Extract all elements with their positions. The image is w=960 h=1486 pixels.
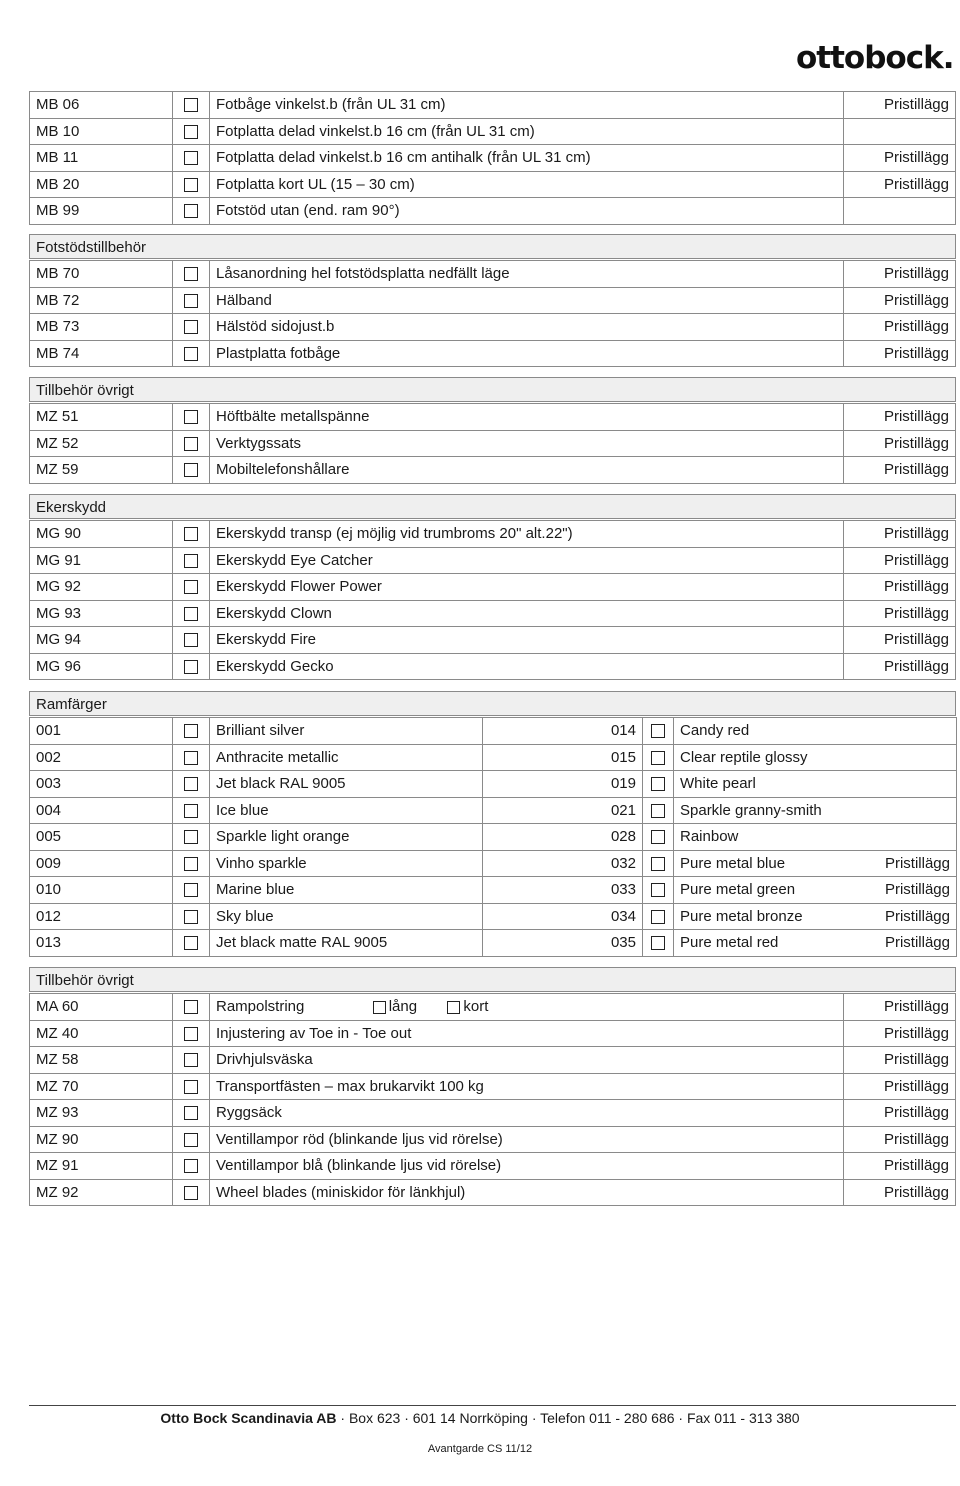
item-code: MG 96 (30, 653, 173, 680)
table-row (30, 430, 956, 457)
other-accessories-table-2 (29, 993, 956, 1206)
price-note (864, 744, 957, 771)
checkbox[interactable] (173, 718, 210, 745)
item-code: MG 92 (30, 574, 173, 601)
item-description: Transportfästen – max brukarvikt 100 kg (210, 1073, 844, 1100)
ottobock-logo: ottobock. (796, 40, 954, 76)
checkbox[interactable] (173, 145, 210, 172)
item-description: Ryggsäck (210, 1100, 844, 1127)
price-note (864, 771, 957, 798)
table-row (30, 340, 956, 367)
color-code: 003 (30, 771, 173, 798)
checkbox[interactable] (643, 744, 674, 771)
frame-colors-table (29, 717, 957, 957)
table-row (30, 771, 957, 798)
table-row (30, 457, 956, 484)
color-code: 009 (30, 850, 173, 877)
section-heading-footrest-accessories: Fotstödstillbehör (29, 234, 956, 259)
checkbox[interactable] (173, 171, 210, 198)
table-row (30, 521, 956, 548)
item-description: Mobiltelefonshållare (210, 457, 844, 484)
ma60-label: Rampolstring (216, 998, 305, 1016)
color-name: Jet black RAL 9005 (210, 771, 483, 798)
color-name: Jet black matte RAL 9005 (210, 930, 483, 957)
item-code: MB 99 (30, 198, 173, 225)
color-name: Candy red (674, 718, 864, 745)
item-code: MB 20 (30, 171, 173, 198)
price-note: Pristillägg (844, 145, 956, 172)
checkbox[interactable] (643, 877, 674, 904)
footer-divider (29, 1405, 956, 1406)
color-name: Anthracite metallic (210, 744, 483, 771)
option-short-label: kort (463, 998, 489, 1016)
item-code: MG 91 (30, 547, 173, 574)
table-row (30, 118, 956, 145)
price-note: Pristillägg (844, 574, 956, 601)
checkbox[interactable] (173, 457, 210, 484)
price-note: Pristillägg (844, 92, 956, 119)
item-description: Plastplatta fotbåge (210, 340, 844, 367)
checkbox[interactable] (173, 404, 210, 431)
checkbox[interactable] (173, 430, 210, 457)
checkbox-square-icon[interactable] (184, 936, 198, 950)
table-row (30, 877, 957, 904)
price-note: Pristillägg (864, 930, 957, 957)
checkbox-square-icon[interactable] (184, 777, 198, 791)
item-code: MZ 70 (30, 1073, 173, 1100)
checkbox-square-icon[interactable] (184, 607, 198, 621)
table-row (30, 145, 956, 172)
item-code: MB 11 (30, 145, 173, 172)
checkbox-square-icon[interactable] (651, 936, 665, 950)
checkbox[interactable] (173, 1073, 210, 1100)
option-short-checkbox[interactable] (447, 1001, 460, 1014)
color-name: Ice blue (210, 797, 483, 824)
checkbox-square-icon[interactable] (184, 580, 198, 594)
footrest-table (29, 91, 956, 225)
color-code: 034 (483, 903, 643, 930)
table-row (30, 198, 956, 225)
color-code: 002 (30, 744, 173, 771)
checkbox-square-icon[interactable] (184, 463, 198, 477)
item-description: Fotplatta delad vinkelst.b 16 cm (från UL 31 cm) (210, 118, 844, 145)
checkbox[interactable] (173, 771, 210, 798)
checkbox[interactable] (173, 92, 210, 119)
price-note: Pristillägg (844, 1047, 956, 1074)
table-row (30, 404, 956, 431)
color-code: 032 (483, 850, 643, 877)
table-row (30, 314, 956, 341)
item-description: Hälstöd sidojust.b (210, 314, 844, 341)
checkbox-square-icon[interactable] (184, 125, 198, 139)
checkbox-square-icon[interactable] (184, 527, 198, 541)
price-note: Pristillägg (844, 404, 956, 431)
color-code: 010 (30, 877, 173, 904)
color-code: 013 (30, 930, 173, 957)
price-note: Pristillägg (844, 547, 956, 574)
checkbox[interactable] (173, 1100, 210, 1127)
item-description: Höftbälte metallspänne (210, 404, 844, 431)
price-note: Pristillägg (844, 1020, 956, 1047)
price-note (864, 797, 957, 824)
checkbox-square-icon[interactable] (184, 347, 198, 361)
item-description: Ekerskydd Flower Power (210, 574, 844, 601)
price-note: Pristillägg (844, 457, 956, 484)
item-code: MG 93 (30, 600, 173, 627)
table-row (30, 930, 957, 957)
table-row (30, 1073, 956, 1100)
item-description: Drivhjulsväska (210, 1047, 844, 1074)
item-description: Låsanordning hel fotstödsplatta nedfällt läge (210, 261, 844, 288)
item-description: Ekerskydd Eye Catcher (210, 547, 844, 574)
color-code: 019 (483, 771, 643, 798)
edition-label: Avantgarde CS 11/12 (427, 1443, 533, 1455)
checkbox[interactable] (173, 1020, 210, 1047)
item-code: MZ 93 (30, 1100, 173, 1127)
price-note: Pristillägg (844, 314, 956, 341)
table-row (30, 824, 957, 851)
item-code: MZ 40 (30, 1020, 173, 1047)
item-code: MG 94 (30, 627, 173, 654)
checkbox-square-icon[interactable] (184, 1106, 198, 1120)
item-code: MB 73 (30, 314, 173, 341)
item-description: Ventillampor röd (blinkande ljus vid rörelse) (210, 1126, 844, 1153)
checkbox-square-icon[interactable] (184, 910, 198, 924)
color-code: 028 (483, 824, 643, 851)
checkbox-square-icon[interactable] (184, 294, 198, 308)
color-code: 035 (483, 930, 643, 957)
checkbox-square-icon[interactable] (651, 910, 665, 924)
checkbox-square-icon[interactable] (184, 1053, 198, 1067)
section-heading-spoke-guards: Ekerskydd (29, 494, 956, 519)
table-row (30, 653, 956, 680)
item-code: MB 70 (30, 261, 173, 288)
checkbox-square-icon[interactable] (651, 724, 665, 738)
checkbox[interactable] (643, 771, 674, 798)
table-row (30, 994, 956, 1021)
table-row (30, 797, 957, 824)
item-code: MB 72 (30, 287, 173, 314)
checkbox-square-icon[interactable] (184, 804, 198, 818)
item-description: Hälband (210, 287, 844, 314)
color-code: 004 (30, 797, 173, 824)
checkbox-square-icon[interactable] (184, 437, 198, 451)
table-row (30, 627, 956, 654)
color-name: Pure metal red (674, 930, 864, 957)
table-row (30, 903, 957, 930)
checkbox[interactable] (643, 930, 674, 957)
checkbox[interactable] (173, 824, 210, 851)
color-code: 014 (483, 718, 643, 745)
checkbox-square-icon[interactable] (184, 857, 198, 871)
color-name: Pure metal green (674, 877, 864, 904)
table-row (30, 1047, 956, 1074)
checkbox[interactable] (173, 314, 210, 341)
table-row (30, 261, 956, 288)
checkbox-square-icon[interactable] (651, 804, 665, 818)
section-heading-frame-colors: Ramfärger (29, 691, 956, 716)
color-name: Clear reptile glossy (674, 744, 864, 771)
checkbox[interactable] (173, 521, 210, 548)
item-description: Fotbåge vinkelst.b (från UL 31 cm) (210, 92, 844, 119)
color-code: 001 (30, 718, 173, 745)
item-description: Ekerskydd Gecko (210, 653, 844, 680)
color-code: 012 (30, 903, 173, 930)
price-note: Pristillägg (844, 521, 956, 548)
color-code: 005 (30, 824, 173, 851)
table-row (30, 600, 956, 627)
checkbox-square-icon[interactable] (184, 204, 198, 218)
checkbox-square-icon[interactable] (184, 1080, 198, 1094)
item-code: MB 06 (30, 92, 173, 119)
checkbox[interactable] (173, 930, 210, 957)
checkbox-square-icon[interactable] (184, 751, 198, 765)
checkbox-square-icon[interactable] (651, 751, 665, 765)
checkbox-square-icon[interactable] (651, 857, 665, 871)
price-note: Pristillägg (844, 1100, 956, 1127)
checkbox-square-icon[interactable] (184, 660, 198, 674)
color-name: Vinho sparkle (210, 850, 483, 877)
checkbox-square-icon[interactable] (184, 410, 198, 424)
table-row (30, 1126, 956, 1153)
price-note: Pristillägg (844, 627, 956, 654)
checkbox-square-icon[interactable] (184, 151, 198, 165)
checkbox[interactable] (173, 653, 210, 680)
checkbox-square-icon[interactable] (184, 1000, 198, 1014)
price-note (864, 718, 957, 745)
table-row (30, 92, 956, 119)
checkbox-square-icon[interactable] (651, 830, 665, 844)
checkbox-square-icon[interactable] (184, 98, 198, 112)
checkbox[interactable] (173, 261, 210, 288)
checkbox[interactable] (643, 718, 674, 745)
checkbox[interactable] (173, 600, 210, 627)
checkbox[interactable] (173, 903, 210, 930)
checkbox[interactable] (643, 850, 674, 877)
section-heading-other-accessories: Tillbehör övrigt (29, 377, 956, 402)
item-description: Injustering av Toe in - Toe out (210, 1020, 844, 1047)
price-note: Pristillägg (844, 261, 956, 288)
checkbox-square-icon[interactable] (184, 1159, 198, 1173)
item-code: MZ 91 (30, 1153, 173, 1180)
color-name: Sky blue (210, 903, 483, 930)
checkbox[interactable] (173, 797, 210, 824)
footer-contact: · Box 623 · 601 14 Norrköping · Telefon 011 - 280 686 · Fax 011 - 313 380 (336, 1410, 800, 1426)
checkbox[interactable] (173, 1126, 210, 1153)
color-name: White pearl (674, 771, 864, 798)
price-note: Pristillägg (864, 877, 957, 904)
price-note: Pristillägg (864, 850, 957, 877)
item-code: MZ 52 (30, 430, 173, 457)
checkbox[interactable] (173, 994, 210, 1021)
footer-address (0, 1410, 960, 1426)
checkbox[interactable] (173, 877, 210, 904)
checkbox-square-icon[interactable] (184, 320, 198, 334)
section-heading-other-accessories-2: Tillbehör övrigt (29, 967, 956, 992)
checkbox-square-icon[interactable] (651, 883, 665, 897)
item-description (210, 994, 844, 1021)
table-row (30, 718, 957, 745)
price-note: Pristillägg (844, 600, 956, 627)
color-name: Marine blue (210, 877, 483, 904)
price-note: Pristillägg (844, 1179, 956, 1206)
color-name: Sparkle light orange (210, 824, 483, 851)
spoke-guards-table (29, 520, 956, 680)
color-name: Pure metal blue (674, 850, 864, 877)
checkbox-square-icon[interactable] (184, 724, 198, 738)
item-description: Fotstöd utan (end. ram 90°) (210, 198, 844, 225)
checkbox-square-icon[interactable] (184, 554, 198, 568)
price-note: Pristillägg (844, 171, 956, 198)
item-description: Ekerskydd Clown (210, 600, 844, 627)
checkbox[interactable] (173, 1179, 210, 1206)
price-note: Pristillägg (844, 994, 956, 1021)
price-note: Pristillägg (864, 903, 957, 930)
checkbox-square-icon[interactable] (184, 1186, 198, 1200)
item-description: Fotplatta delad vinkelst.b 16 cm antihalk (från UL 31 cm) (210, 145, 844, 172)
color-code: 033 (483, 877, 643, 904)
item-code: MZ 59 (30, 457, 173, 484)
item-description: Verktygssats (210, 430, 844, 457)
option-long-label: lång (388, 998, 418, 1016)
item-code: MG 90 (30, 521, 173, 548)
price-note: Pristillägg (844, 340, 956, 367)
item-code: MZ 58 (30, 1047, 173, 1074)
table-row (30, 1153, 956, 1180)
item-description: Fotplatta kort UL (15 – 30 cm) (210, 171, 844, 198)
footer-company: Otto Bock Scandinavia AB (160, 1410, 337, 1426)
other-accessories-table (29, 403, 956, 484)
checkbox[interactable] (173, 627, 210, 654)
table-row (30, 574, 956, 601)
color-code: 021 (483, 797, 643, 824)
color-name: Pure metal bronze (674, 903, 864, 930)
checkbox-square-icon[interactable] (184, 178, 198, 192)
color-name: Brilliant silver (210, 718, 483, 745)
checkbox-square-icon[interactable] (184, 267, 198, 281)
checkbox[interactable] (643, 797, 674, 824)
item-code: MB 10 (30, 118, 173, 145)
checkbox-square-icon[interactable] (184, 1133, 198, 1147)
checkbox-square-icon[interactable] (184, 883, 198, 897)
table-row (30, 287, 956, 314)
item-description: Ekerskydd Fire (210, 627, 844, 654)
table-row (30, 1020, 956, 1047)
checkbox[interactable] (173, 547, 210, 574)
footrest-accessories-table (29, 260, 956, 367)
color-code: 015 (483, 744, 643, 771)
price-note (844, 198, 956, 225)
checkbox[interactable] (173, 1153, 210, 1180)
price-note: Pristillägg (844, 653, 956, 680)
item-code: MB 74 (30, 340, 173, 367)
checkbox[interactable] (173, 287, 210, 314)
checkbox[interactable] (173, 118, 210, 145)
option-long-checkbox[interactable] (373, 1001, 386, 1014)
table-row (30, 1179, 956, 1206)
checkbox-square-icon[interactable] (651, 777, 665, 791)
checkbox-square-icon[interactable] (184, 633, 198, 647)
checkbox[interactable] (643, 903, 674, 930)
item-code: MZ 92 (30, 1179, 173, 1206)
item-description: Ventillampor blå (blinkande ljus vid rörelse) (210, 1153, 844, 1180)
price-note: Pristillägg (844, 1153, 956, 1180)
price-note: Pristillägg (844, 430, 956, 457)
color-name: Rainbow (674, 824, 864, 851)
price-note (844, 118, 956, 145)
table-row (30, 1100, 956, 1127)
item-code: MZ 90 (30, 1126, 173, 1153)
checkbox[interactable] (173, 574, 210, 601)
table-row (30, 850, 957, 877)
price-note: Pristillägg (844, 1073, 956, 1100)
checkbox[interactable] (643, 824, 674, 851)
price-note: Pristillägg (844, 1126, 956, 1153)
checkbox-square-icon[interactable] (184, 830, 198, 844)
item-description: Wheel blades (miniskidor för länkhjul) (210, 1179, 844, 1206)
checkbox[interactable] (173, 1047, 210, 1074)
table-row (30, 744, 957, 771)
price-note (864, 824, 957, 851)
checkbox[interactable] (173, 198, 210, 225)
table-row (30, 547, 956, 574)
checkbox[interactable] (173, 850, 210, 877)
checkbox-square-icon[interactable] (184, 1027, 198, 1041)
price-note: Pristillägg (844, 287, 956, 314)
item-code: MA 60 (30, 994, 173, 1021)
color-name: Sparkle granny-smith (674, 797, 864, 824)
checkbox[interactable] (173, 340, 210, 367)
checkbox[interactable] (173, 744, 210, 771)
item-code: MZ 51 (30, 404, 173, 431)
table-row (30, 171, 956, 198)
item-description: Ekerskydd transp (ej möjlig vid trumbroms 20" alt.22") (210, 521, 844, 548)
